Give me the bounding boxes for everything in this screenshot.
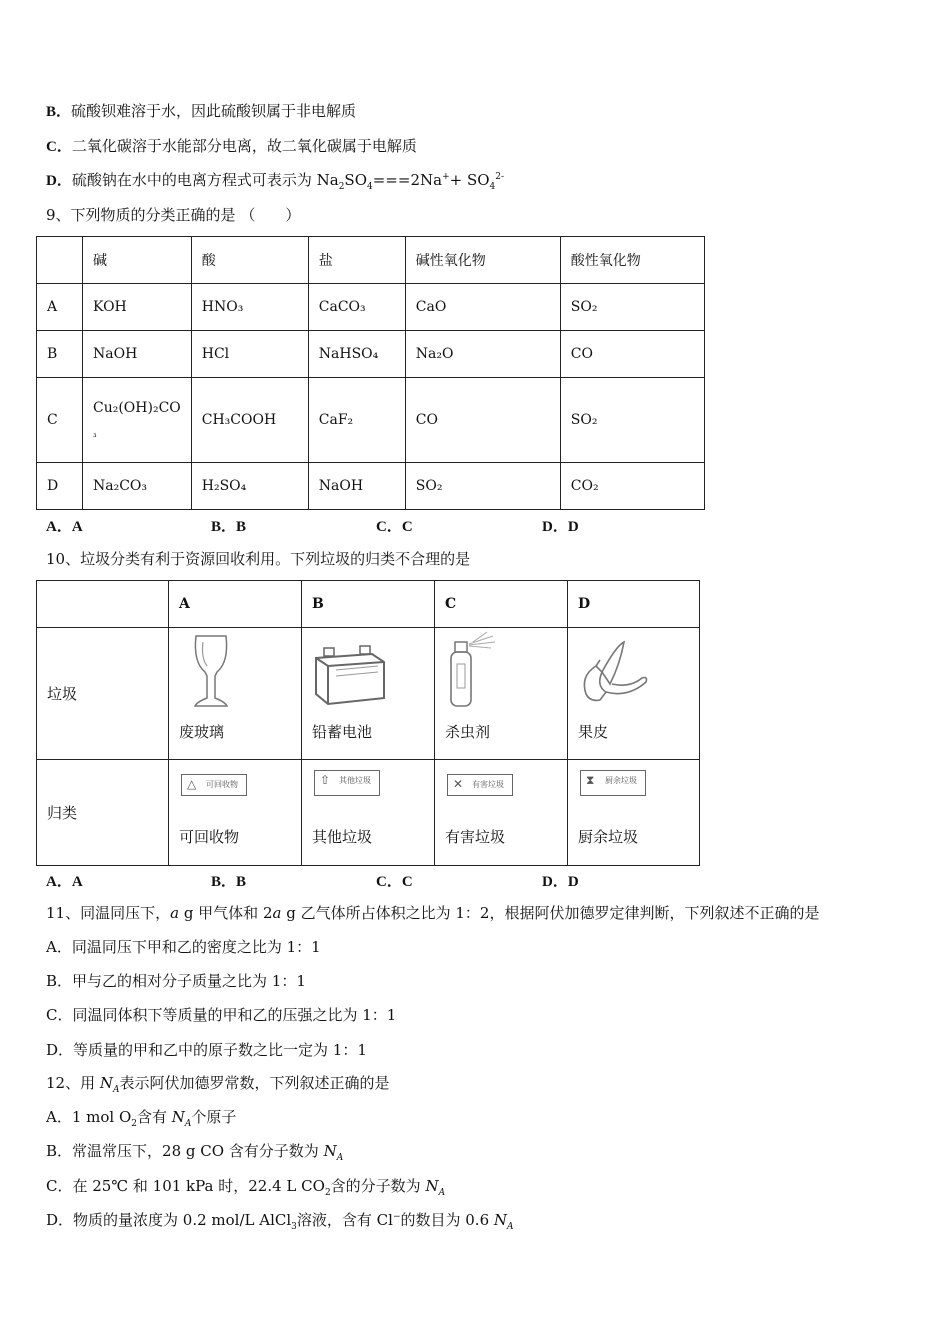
banana-peel-icon bbox=[576, 636, 656, 716]
trash-item-c: 杀虫剂 bbox=[445, 723, 491, 741]
q9-stem: 9、下列物质的分类正确的是 （ ） bbox=[46, 206, 301, 224]
cell: CO bbox=[405, 378, 560, 463]
kitchen-waste-sign-icon: ⧗ 厨余垃圾 bbox=[580, 770, 646, 796]
category-b: 其他垃圾 bbox=[312, 828, 373, 846]
cell: NaOH bbox=[308, 463, 405, 510]
q12-stem: 12、用 $N_A$表示阿伏加德罗常数，下列叙述正确的是 bbox=[46, 1074, 390, 1095]
cell: CO₂ bbox=[560, 463, 704, 510]
q10-row-category bbox=[37, 760, 700, 866]
trash-cell-a bbox=[169, 628, 302, 760]
q10-header-a: A bbox=[169, 581, 302, 628]
q11-option-a: A．同温同压下甲和乙的密度之比为 1：1 bbox=[46, 938, 321, 956]
q12-option-b: B．常温常压下，28 g CO 含有分子数为 $N_A$ bbox=[46, 1142, 344, 1163]
q9-header-acidic-oxide: 酸性氧化物 bbox=[560, 237, 704, 284]
category-a: 可回收物 bbox=[179, 828, 240, 846]
cell: KOH bbox=[83, 284, 192, 331]
category-cell-b bbox=[302, 760, 435, 866]
q10-option-a: A．A bbox=[46, 874, 83, 890]
q10-header-c: C bbox=[435, 581, 568, 628]
category-c: 有害垃圾 bbox=[445, 828, 506, 846]
q10-header-b: B bbox=[302, 581, 435, 628]
q10-option-c: C．C bbox=[376, 874, 413, 890]
row-label: 归类 bbox=[37, 760, 169, 866]
q9-table bbox=[36, 236, 705, 510]
q12-option-d: D．物质的量浓度为 0.2 mol/L AlCl$_3$溶液，含有 Cl−的数目为 0.6 $N_A$ bbox=[46, 1211, 514, 1232]
q9-option-c: C．C bbox=[376, 519, 413, 535]
cell: Cu₂(OH)₂CO ₃ bbox=[83, 378, 192, 463]
q9-option-a: A．A bbox=[46, 519, 83, 535]
cell: Na₂O bbox=[405, 331, 560, 378]
trash-cell-b bbox=[302, 628, 435, 760]
q10-row-trash bbox=[37, 628, 700, 760]
q9-header-base: 碱 bbox=[83, 237, 192, 284]
category-cell-c bbox=[435, 760, 568, 866]
row-id: D bbox=[37, 463, 83, 510]
category-cell-d bbox=[568, 760, 700, 866]
row-id: A bbox=[37, 284, 83, 331]
spray-can-icon bbox=[443, 630, 523, 710]
cell: HNO₃ bbox=[191, 284, 308, 331]
cell: SO₂ bbox=[560, 284, 704, 331]
cell: Na₂CO₃ bbox=[83, 463, 192, 510]
q9-header-blank bbox=[37, 237, 83, 284]
cell: NaHSO₄ bbox=[308, 331, 405, 378]
q9-row-b bbox=[37, 331, 705, 378]
category-cell-a bbox=[169, 760, 302, 866]
q9-header-acid: 酸 bbox=[191, 237, 308, 284]
q9-header-salt: 盐 bbox=[308, 237, 405, 284]
q10-stem: 10、垃圾分类有利于资源回收利用。下列垃圾的归类不合理的是 bbox=[46, 550, 471, 568]
cell: HCl bbox=[191, 331, 308, 378]
category-d: 厨余垃圾 bbox=[578, 828, 639, 846]
hazardous-sign-icon: ✕ 有害垃圾 bbox=[447, 774, 513, 796]
trash-item-b: 铅蓄电池 bbox=[312, 723, 373, 741]
trash-cell-c bbox=[435, 628, 568, 760]
q9-row-a bbox=[37, 284, 705, 331]
cell: SO₂ bbox=[560, 378, 704, 463]
q11-option-b: B．甲与乙的相对分子质量之比为 1：1 bbox=[46, 972, 306, 990]
q10-header-blank bbox=[37, 581, 169, 628]
q11-option-d: D．等质量的甲和乙中的原子数之比一定为 1：1 bbox=[46, 1041, 367, 1059]
cell: CaCO₃ bbox=[308, 284, 405, 331]
cell: NaOH bbox=[83, 331, 192, 378]
q11-option-c: C．同温同体积下等质量的甲和乙的压强之比为 1：1 bbox=[46, 1006, 397, 1024]
cell: CaO bbox=[405, 284, 560, 331]
q8-option-d: D．硫酸钠在水中的电离方程式可表示为 $Na_2SO_4===2Na^++ SO_4^{2-}$ bbox=[46, 171, 505, 192]
q10-option-b: B．B bbox=[211, 874, 247, 890]
cell: CO bbox=[560, 331, 704, 378]
other-waste-sign-icon: ⇧ 其他垃圾 bbox=[314, 770, 380, 796]
q10-option-d: D．D bbox=[542, 874, 579, 890]
row-id: C bbox=[37, 378, 83, 463]
q9-header-basic-oxide: 碱性氧化物 bbox=[405, 237, 560, 284]
q12-option-a: A．1 mol $O_2$含有 $N_A$个原子 bbox=[46, 1108, 237, 1129]
trash-item-a: 废玻璃 bbox=[179, 723, 225, 741]
trash-cell-d bbox=[568, 628, 700, 760]
wine-glass-icon bbox=[181, 632, 241, 712]
trash-item-d: 果皮 bbox=[578, 723, 609, 741]
q9-row-d bbox=[37, 463, 705, 510]
battery-icon bbox=[310, 636, 390, 716]
cell: CaF₂ bbox=[308, 378, 405, 463]
row-id: B bbox=[37, 331, 83, 378]
q8-option-b: B．硫酸钡难溶于水，因此硫酸钡属于非电解质 bbox=[46, 102, 357, 120]
q11-stem: 11、同温同压下，a g 甲气体和 2a g 乙气体所占体积之比为 1：2，根据阿伏加德罗定律判断，下列叙述不正确的是 bbox=[46, 904, 820, 922]
row-label: 垃圾 bbox=[37, 628, 169, 760]
q12-option-c: C．在 25℃ 和 101 kPa 时，22.4 L $CO_2$含的分子数为 $N_A$ bbox=[46, 1177, 446, 1198]
cell: SO₂ bbox=[405, 463, 560, 510]
recyclable-sign-icon: △ 可回收物 bbox=[181, 774, 247, 796]
q8-option-c: C．二氧化碳溶于水能部分电离，故二氧化碳属于电解质 bbox=[46, 137, 417, 155]
q9-row-c bbox=[37, 378, 705, 463]
q10-header-d: D bbox=[568, 581, 700, 628]
q10-table bbox=[36, 580, 700, 866]
q9-option-d: D．D bbox=[542, 519, 579, 535]
q9-option-b: B．B bbox=[211, 519, 247, 535]
cell: H₂SO₄ bbox=[191, 463, 308, 510]
cell: CH₃COOH bbox=[191, 378, 308, 463]
